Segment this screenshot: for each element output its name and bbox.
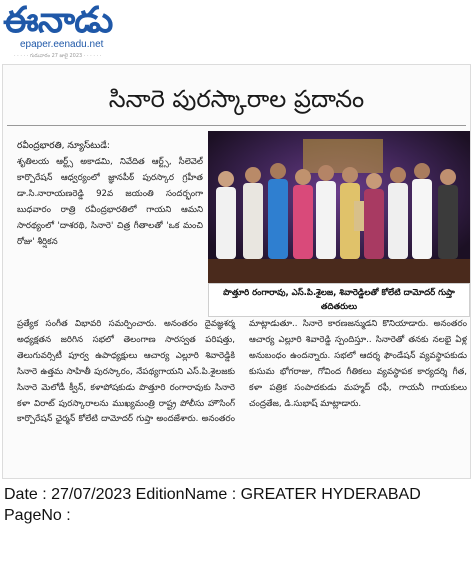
- site-url[interactable]: epaper.eenadu.net: [20, 39, 104, 50]
- page-number: PageNo :: [4, 507, 71, 524]
- article-body-columns: ప్రత్యేక సంగీత విభావరి సమర్పించారు. అనంతరం దైవజ్ఞశర్మ అధ్యక్షతన జరిగిన సభలో తెలంగాణ సారస్వత పరిషత్తు, తెలుగువర్సిటీ పూర్వ ఉపాధ్యక్షులు ఆచార్య ఎల్లూరి శివారెడ్డికి సినారె ఉత్తమ సాహితీ పురస్కారం, నేపథ్యగాయని ఎస్.పి.శైలజకు సినారె మెలోడీ క్వీన్, కళాపోషకుడు పొత్తూరి రంగారావుకు సినారె కళా విరాట్ పురస్కారాలను ముఖ్యమంత్రి రాష్ట్ర పోలీసు హౌసింగ్ కార్పొరేషన్ ఛైర్మన్ కోలేటి దామోదర్ గుప్తా అందజేశారు. అనంతరం మాట్లాడుతూ.. సినారె కారణజన్ముడని కొనియాడారు. అనంతరం ఆచార్య ఎల్లూరి శివారెడ్డి స్పందిస్తూ.. సినారెతో తనకు నలభై ఏళ్ల అనుబంధం ఉందన్నారు. సభలో ఆదర్శ ఫౌండేషన్ వ్యవస్థాపకుడు కుసుమ భోగరాజు, గోవింద గీతికలు వ్యవస్థాపక కార్యదర్శి గీత, కళా పత్రిక సంపాదకుడు మహ్మద్ రఫీ, గాయనీ గాయకులు చంద్రతేజ, డి.సుభాష్ మాట్లాడారు.: [17, 319, 467, 425]
- page-dateline: · · · · · గురువారం 27 జులై 2023 · · · · · ·: [14, 53, 102, 59]
- news-clipping: [2, 64, 471, 479]
- edition-info: Date : 27/07/2023 EditionName : GREATER HYDERABAD: [4, 486, 421, 503]
- clip-footer: [4, 484, 470, 530]
- event-photo[interactable]: [208, 131, 470, 283]
- article-body-column-left: శృతిలయ ఆర్ట్స్ అకాడమి, నివేదిత ఆర్ట్స్, సీలెవెల్ కార్పొరేషన్ ఆధ్వర్యంలో జ్ఞానపీఠ్ పురస్కార గ్రహీత డా.సి.నారాయణరెడ్డి 92వ జయంతి సందర్భంగా బుధవారం రాత్రి రవీంద్రభారతిలో గాయని ఆమని సారథ్యంలో 'దాశరథి, సినారె' చిత్ర గీతాలతో 'ఒక మంచి రోజు' శీర్షికన: [17, 157, 203, 247]
- headline-divider: [7, 125, 466, 126]
- article-dateline: రవీంద్రభారతి, న్యూస్‌టుడే:: [17, 141, 110, 151]
- article-headline: సినారె పురస్కారాల ప్రదానం: [108, 85, 365, 113]
- eenadu-logo[interactable]: ఈనాడు: [3, 0, 113, 41]
- photo-caption: పొత్తూరి రంగారావు, ఎస్.పి.శైలజ, శివారెడ్డిలతో కోలేటి దామోదర్ గుప్తా తదితరులు: [208, 283, 470, 317]
- event-photo-image: [208, 131, 470, 283]
- masthead: [0, 0, 475, 60]
